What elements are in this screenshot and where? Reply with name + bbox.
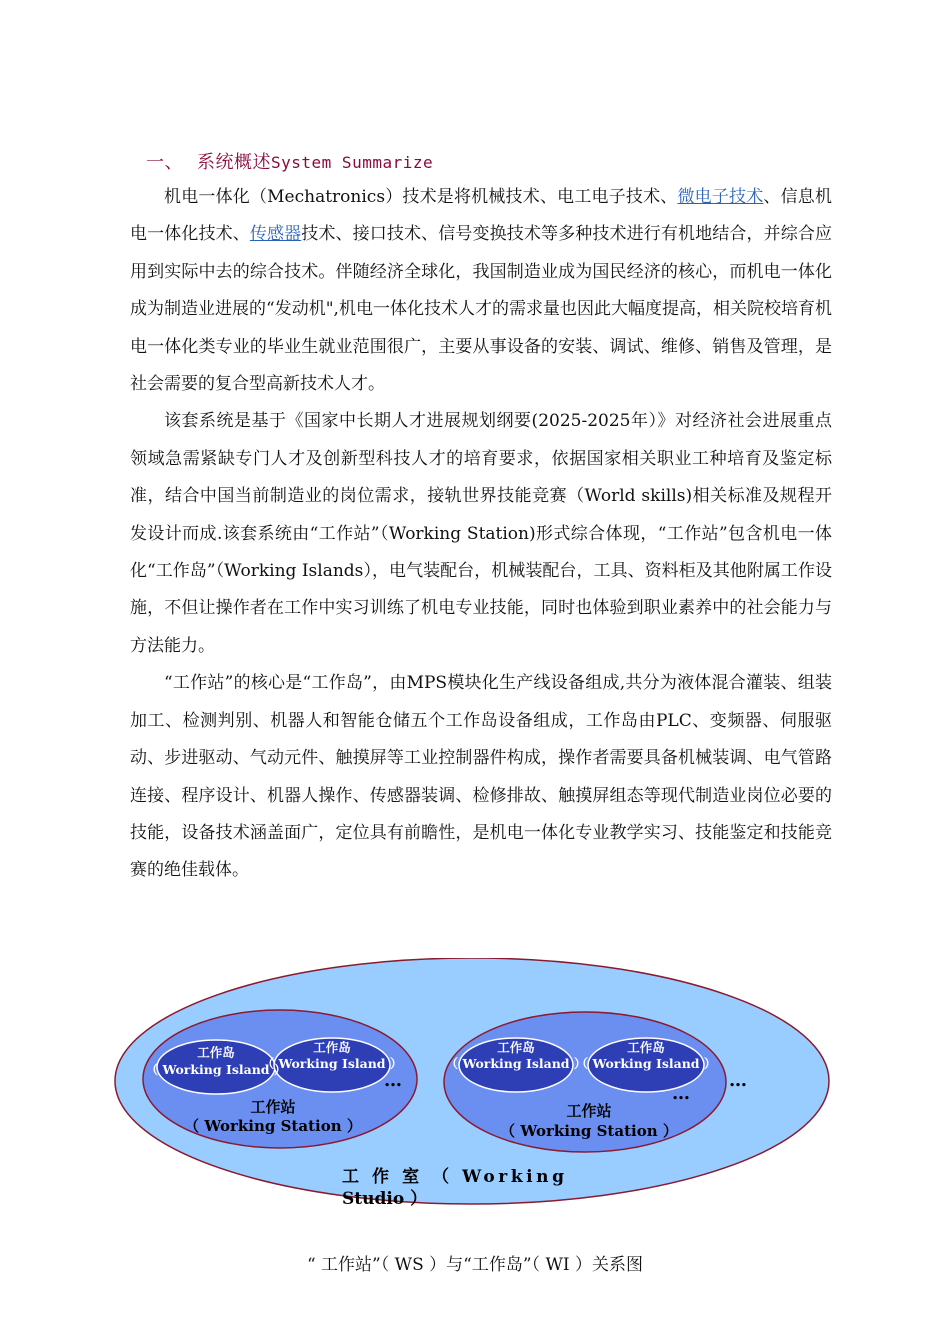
body-text	[130, 179, 832, 890]
island-label-en-2: （ Working Island ）	[261, 1056, 403, 1071]
relationship-diagram	[112, 958, 832, 1220]
term-link[interactable]: 传感器	[249, 224, 302, 245]
ellipsis-left: …	[384, 1070, 402, 1091]
paragraph-1	[130, 179, 832, 403]
ellipsis-studio: …	[729, 1070, 747, 1091]
studio-label-line2: Studio ）	[342, 1189, 428, 1209]
island-label-en-3: （ Working Island ）	[445, 1056, 587, 1071]
station-label-en-right: （ Working Station ）	[500, 1122, 678, 1140]
paragraph-3	[130, 665, 832, 889]
studio-label-line1: 工 作 室 （ Working	[342, 1167, 564, 1187]
station-label-cn-left: 工作站	[250, 1098, 296, 1116]
paragraph-2	[130, 403, 832, 665]
island-label-cn-3: 工作岛	[497, 1040, 535, 1055]
paragraph-text: 机电一体化（Mechatronics）技术是将机械技术、电工电子技术、	[164, 187, 678, 207]
term-link[interactable]: 微电子技术	[677, 187, 764, 207]
island-label-en-1: （ Working Island ）	[145, 1062, 287, 1077]
station-label-cn-right: 工作站	[566, 1102, 612, 1120]
station-label-en-left: （ Working Station ）	[184, 1117, 362, 1135]
diagram-caption: “ 工作站”（ WS ）与“工作岛”（ WI ）关系图	[306, 1255, 644, 1275]
paragraph-text: 技术、接口技术、信号变换技术等多种技术进行有机地结合，并综合应用到实际中去的综合技术。伴随经济全球化，我国制造业成为国民经济的核心，而机电一体化成为制造业进展的“发动机",机电一体化技术人才的需求量也因此大幅度提高，相关院校培育机电一体化类专业的毕业生就业范围很广，主要从事设备的安装、调试、维修、销售及管理，是社会需要的复合型高新技术人才。	[130, 224, 832, 395]
section-heading	[146, 148, 433, 174]
section-number: 一、	[146, 152, 183, 173]
island-label-cn-2: 工作岛	[313, 1040, 351, 1055]
section-title-cn: 系统概述	[197, 152, 271, 173]
paragraph-text: 该套系统是基于《国家中长期人才进展规划纲要(2025-2025年）》对经济社会进展重点领域急需紧缺专门人才及创新型科技人才的培育要求，依据国家相关职业工种培育及鉴定标准，结合中国当前制造业的岗位需求，接轨世界技能竞赛（World skills)相关标准及规程开发设计而成.该套系统由“工作站”（Working Station)形式综合体现，“工作站”包含机电一体化“工作岛”（Working Islands），电气装配台，机械装配台，工具、资料柜及其他附属工作设施，不但让操作者在工作中实习训练了机电专业技能，同时也体验到职业素养中的社会能力与方法能力。	[130, 411, 832, 656]
island-label-cn-4: 工作岛	[627, 1040, 665, 1055]
section-title-en: System Summarize	[271, 153, 434, 172]
island-label-en-4: （ Working Island ）	[575, 1056, 717, 1071]
island-label-cn-1: 工作岛	[197, 1045, 235, 1060]
ellipsis-right-station: …	[672, 1083, 690, 1104]
paragraph-text: 、信息机电一体化技术、	[130, 187, 832, 245]
paragraph-text: “工作站”的核心是“工作岛”，由MPS模块化生产线设备组成,共分为液体混合灌装、组装加工、检测判别、机器人和智能仓储五个工作岛设备组成，工作岛由PLC、变频器、伺服驱动、步进驱动、气动元件、触摸屏等工业控制器件构成，操作者需要具备机械装调、电气管路连接、程序设计、机器人操作、传感器装调、检修排故、触摸屏组态等现代制造业岗位必要的技能，设备技术涵盖面广，定位具有前瞻性，是机电一体化专业教学实习、技能鉴定和技能竞赛的绝佳载体。	[130, 673, 832, 881]
